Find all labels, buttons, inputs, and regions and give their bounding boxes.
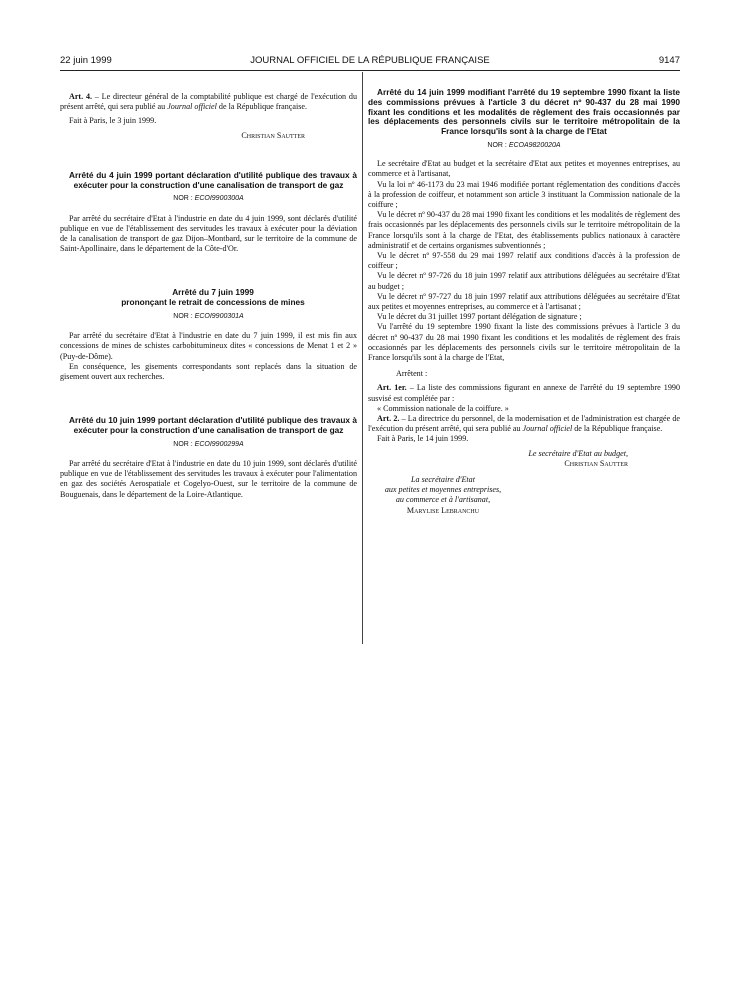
nor-label: NOR : [487, 141, 509, 149]
arrete-4-juin-title: Arrêté du 4 juin 1999 portant déclaration d'utilité publique des travaux à exécuter pour la construction d'une canalisation de transport de gaz [69, 169, 357, 190]
article-2 [368, 414, 680, 434]
signature-block-2 [368, 475, 518, 516]
article-4-label: Art. 4. [69, 92, 93, 101]
article-1-quote: « Commission nationale de la coiffure. » [377, 403, 509, 413]
article-1-text: – La liste des commissions figurant en annexe de l'arrêté du 19 septembre 1990 susvisé est complétée par : [368, 383, 680, 403]
signer-2-title-line2: aux petites et moyennes entreprises, [384, 485, 502, 495]
signature-block-1 [60, 131, 357, 141]
visa-paragraph: Vu la loi nº 46-1173 du 23 mai 1946 modifiée portant réglementation des conditions d'accès à la profession de coiffeur, et notamment son article 3 instituant la Commission nationale de la coiffure ; [368, 179, 680, 209]
nor-reference [60, 440, 357, 450]
article-2-text-b: de la République française. [572, 424, 663, 434]
article-1 [368, 383, 680, 403]
signer-1-name: Christian Sautter [564, 458, 628, 468]
left-column [60, 92, 357, 500]
arrete-10-juin-title: Arrêté du 10 juin 1999 portant déclaration d'utilité publique des travaux à exécuter pour la construction d'une canalisation de transport de gaz [69, 415, 357, 436]
visa-paragraph: Le secrétaire d'Etat au budget et la secrétaire d'Etat aux petites et moyennes entreprises, au commerce et à l'artisanat, [368, 159, 680, 179]
nor-label: NOR : [173, 313, 195, 321]
article-2-text-a: – La directrice du personnel, de la modernisation et de l'administration est chargée de l'exécution du présent arrêté, qui sera publié au [368, 414, 680, 434]
nor-reference [60, 194, 357, 204]
signer-2-title-line3: au commerce et à l'artisanat, [395, 495, 491, 505]
fait-a-paris-14-juin: Fait à Paris, le 14 juin 1999. [377, 434, 469, 444]
arrete-14-juin-title: Arrêté du 14 juin 1999 modifiant l'arrêté du 19 septembre 1990 fixant la liste des commissions prévues à l'article 3 du décret nº 90-437 du 28 mai 1990 fixant les conditions et les modalités de règlement des frais occasionnés par les déplacements des personnels civils sur le territoire métropolitain de la France lorsqu'ils sont à la charge de l'Etat [368, 87, 680, 137]
nor-label: NOR : [173, 195, 195, 203]
fait-a-paris-3-juin: Fait à Paris, le 3 juin 1999. [69, 116, 157, 126]
signer-2-title-line1: La secrétaire d'Etat [411, 475, 475, 485]
header-page-number: 9147 [658, 55, 680, 66]
signer-2-name: Marylise Lebranchu [406, 505, 480, 515]
article-4-text-b: de la République française. [216, 102, 308, 112]
signer-1-title: Le secrétaire d'Etat au budget, [528, 448, 628, 458]
visa-paragraph: Vu le décret nº 97-726 du 18 juin 1997 relatif aux attributions déléguées au secrétaire d'Etat au budget ; [368, 271, 680, 291]
spacer [60, 141, 357, 171]
nor-code: ECOI9900300A [194, 195, 244, 203]
nor-code: ECOA9820020A [508, 141, 561, 149]
arrete-4-juin-body: Par arrêté du secrétaire d'Etat à l'industrie en date du 4 juin 1999, sont déclarés d'utilité publique en vue de l'établissement des servitudes les travaux à exécuter pour la déviation de la canalisation de transport de gaz Dijon–Montbard, sur le territoire de la commune de Saint-Apollinaire, dans le département de la Côte-d'Or. [60, 213, 357, 254]
nor-reference [60, 312, 357, 322]
visa-paragraph: Vu le décret nº 97-727 du 18 juin 1997 relatif aux attributions déléguées au secrétaire d'Etat aux petites et moyennes entreprises, au commerce et à l'artisanat ; [368, 291, 680, 312]
article-1-label: Art. 1er. [377, 383, 407, 393]
journal-officiel-ref: Journal officiel [167, 102, 217, 112]
visa-paragraph: Vu le décret du 31 juillet 1997 portant délégation de signature ; [377, 312, 582, 322]
nor-code: ECOI9900301A [194, 313, 244, 321]
visa-paragraph: Vu l'arrêté du 19 septembre 1990 fixant la liste des commissions prévues à l'article 3 du décret nº 90-437 du 28 mai 1990 fixant les conditions et les modalités de règlement des frais occasionnés par les déplacements des personnels civils sur le territoire métropolitain de la France lorsqu'ils sont à la charge de l'Etat, [368, 322, 680, 363]
spacer [60, 254, 357, 288]
header-journal-title: JOURNAL OFFICIEL DE LA RÉPUBLIQUE FRANÇAISE [250, 55, 490, 66]
column-divider [362, 72, 363, 644]
page-header [60, 55, 680, 69]
arrete-10-juin-body: Par arrêté du secrétaire d'Etat à l'industrie en date du 10 juin 1999, sont déclarés d'utilité publique en vue de l'établissement des servitudes les travaux à exécuter pour l'alimentation en gaz des sociétés Aerospatiale et Cogelyo-Ouest, sur le territoire de la commune de Bouguenais, dans le département de la Loire-Atlantique. [60, 459, 357, 499]
article-4-text-a: – Le directeur général de la comptabilité publique est chargé de l'exécution du présent arrêté, qui sera publié au [60, 92, 357, 112]
arrete-7-juin-title-line2: prononçant le retrait de concessions de mines [121, 297, 305, 308]
header-rule [60, 70, 680, 71]
arrete-7-juin-title-line1: Arrêté du 7 juin 1999 [172, 287, 254, 298]
signature-name: Christian Sautter [241, 130, 305, 140]
arrete-7-juin-body-2: En conséquence, les gisements correspondants sont replacés dans la situation de gisement ouvert aux recherches. [60, 361, 357, 382]
header-date: 22 juin 1999 [60, 55, 112, 66]
right-column [368, 88, 680, 516]
spacer [60, 382, 357, 416]
journal-officiel-ref: Journal officiel [522, 424, 573, 434]
nor-reference [368, 141, 680, 151]
nor-label: NOR : [173, 440, 195, 448]
article-2-label: Art. 2. [377, 414, 400, 424]
visa-paragraph: Vu le décret nº 97-558 du 29 mai 1997 relatif aux conditions d'accès à la profession de coiffeur ; [368, 251, 680, 271]
nor-code: ECOI9900299A [194, 440, 244, 448]
arretent-heading: Arrêtent : [396, 369, 428, 379]
article-4 [60, 92, 357, 112]
arrete-7-juin-body-1: Par arrêté du secrétaire d'Etat à l'industrie en date du 7 juin 1999, il est mis fin aux concessions de mines de schistes carbobitumineux dites « concessions de Menat 1 et 2 » (Puy-de-Dôme). [60, 331, 357, 361]
visa-paragraph: Vu le décret nº 90-437 du 28 mai 1990 fixant les conditions et les modalités de règlement des frais occasionnés par les déplacements des personnels civils sur le territoire métropolitain de la France lorsqu'ils sont à la charge de l'Etat, des établissements publics nationaux à caractère administratif et de certains organismes subventionnés ; [368, 210, 680, 250]
